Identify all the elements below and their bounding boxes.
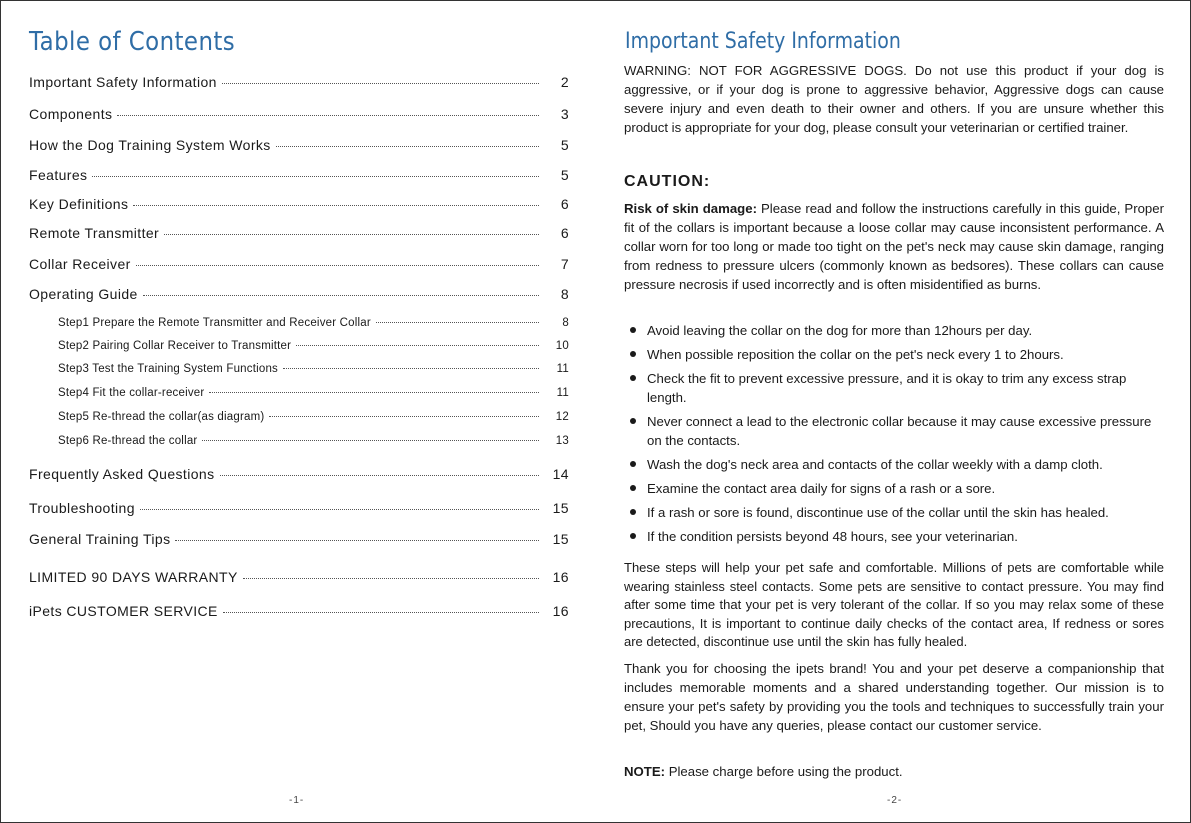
toc-entry-label: Important Safety Information xyxy=(29,74,217,90)
toc-entry[interactable] xyxy=(29,74,569,90)
page-number: -1- xyxy=(289,795,305,806)
toc-entry[interactable] xyxy=(29,466,569,482)
toc-leader-dots xyxy=(117,114,539,116)
steps-paragraph: These steps will help your pet safe and comfortable. Millions of pets are comfortable while wearing stainless steel contacts. Some pets are sensitive to contact pressure. You may find after some time that your pet is very tolerant of the collar. If so you may relax some of these precautions, It is important to continue daily checks of the contact area, If redness or sores are detected, discontinue use until the skin has fully healed. xyxy=(624,560,1164,650)
toc-leader-dots xyxy=(223,611,539,613)
toc-entry-page: 3 xyxy=(560,106,569,122)
precaution-item xyxy=(627,479,1167,498)
toc-entry[interactable] xyxy=(29,286,569,302)
toc-subentry[interactable] xyxy=(58,411,569,423)
toc-leader-dots xyxy=(133,204,539,206)
toc-leader-dots xyxy=(136,264,539,266)
thanks-paragraph: Thank you for choosing the ipets brand! You and your pet deserve a companionship that includes memorable moments and a shared understanding together. Our mission is to ensure your pet's safety by providing you the tools and techniques to successfully train your pet, Should you have any queries, please contact our customer service. xyxy=(624,661,1164,733)
toc-leader-dots xyxy=(276,145,539,147)
toc-entry-label: Remote Transmitter xyxy=(29,225,160,241)
toc-entry-label: Components xyxy=(29,106,113,122)
toc-entry-page: 7 xyxy=(560,256,569,272)
bullet-icon xyxy=(630,351,636,357)
toc-entry-page: 14 xyxy=(552,466,569,482)
toc-subentry-label: Step2 Pairing Collar Receiver to Transmitter xyxy=(58,340,292,352)
toc-entry-label: iPets CUSTOMER SERVICE xyxy=(29,603,218,619)
toc-entry[interactable] xyxy=(29,225,569,241)
toc-subentry-label: Step5 Re-thread the collar(as diagram) xyxy=(58,411,265,423)
toc-leader-dots xyxy=(143,294,539,296)
precaution-text: When possible reposition the collar on the pet's neck every 1 to 2hours. xyxy=(647,347,1064,362)
toc-entry-label: How the Dog Training System Works xyxy=(29,137,271,153)
precaution-item xyxy=(627,369,1167,407)
note-paragraph xyxy=(624,762,1164,781)
bullet-icon xyxy=(630,509,636,515)
bullet-icon xyxy=(630,327,636,333)
toc-entry-page: 5 xyxy=(560,137,569,153)
toc-leader-dots xyxy=(376,321,539,323)
risk-lead: Risk of skin damage: xyxy=(624,201,757,216)
toc-entry-label: Troubleshooting xyxy=(29,500,135,516)
bullet-icon xyxy=(630,418,636,424)
toc-leader-dots xyxy=(164,233,539,235)
toc-entry-page: 15 xyxy=(552,531,569,547)
toc-subentry[interactable] xyxy=(58,387,569,399)
toc-subentry-page: 11 xyxy=(556,387,569,399)
toc-entry[interactable] xyxy=(29,500,569,516)
toc-entry-label: Key Definitions xyxy=(29,196,129,212)
caution-heading: CAUTION: xyxy=(624,173,711,190)
toc-leader-dots xyxy=(269,415,539,417)
precaution-text: Check the fit to prevent excessive pressure, and it is okay to trim any excess strap length. xyxy=(647,371,1127,405)
precaution-text: If a rash or sore is found, discontinue use of the collar until the skin has healed. xyxy=(647,505,1109,520)
note-text: Please charge before using the product. xyxy=(665,764,903,779)
toc-subentry-page: 12 xyxy=(555,411,569,423)
bullet-icon xyxy=(630,533,636,539)
safety-title: Important Safety Information xyxy=(625,29,901,54)
toc-subentry-label: Step6 Re-thread the collar xyxy=(58,435,198,447)
toc-entry[interactable] xyxy=(29,167,569,183)
toc-subentry-label: Step1 Prepare the Remote Transmitter and Receiver Collar xyxy=(58,317,371,329)
toc-entry-label: Collar Receiver xyxy=(29,256,131,272)
toc-entry-page: 5 xyxy=(560,167,569,183)
toc-entry-page: 15 xyxy=(552,500,569,516)
toc-title: Table of Contents xyxy=(29,27,236,57)
toc-entry[interactable] xyxy=(29,603,569,619)
toc-leader-dots xyxy=(175,539,539,541)
toc-leader-dots xyxy=(140,508,539,510)
toc-page xyxy=(1,1,595,822)
bullet-icon xyxy=(630,461,636,467)
toc-entry-label: Frequently Asked Questions xyxy=(29,466,215,482)
toc-entry[interactable] xyxy=(29,256,569,272)
toc-entry[interactable] xyxy=(29,106,569,122)
precaution-item xyxy=(627,412,1167,450)
precaution-text: Examine the contact area daily for signs of a rash or a sore. xyxy=(647,481,996,496)
toc-subentry[interactable] xyxy=(58,435,569,447)
risk-paragraph xyxy=(624,199,1164,294)
toc-leader-dots xyxy=(92,175,539,177)
toc-entry-label: LIMITED 90 DAYS WARRANTY xyxy=(29,569,238,585)
toc-leader-dots xyxy=(243,577,539,579)
toc-leader-dots xyxy=(209,391,539,393)
toc-subentry-label: Step4 Fit the collar-receiver xyxy=(58,387,205,399)
toc-subentry[interactable] xyxy=(58,317,569,329)
toc-subentry[interactable] xyxy=(58,340,569,352)
toc-entry-page: 6 xyxy=(560,196,569,212)
toc-subentry[interactable] xyxy=(58,363,569,375)
precaution-text: Wash the dog's neck area and contacts of the collar weekly with a damp cloth. xyxy=(647,457,1103,472)
toc-entry-page: 8 xyxy=(560,286,569,302)
page-number: -2- xyxy=(887,795,903,806)
toc-entry-page: 6 xyxy=(560,225,569,241)
toc-entry-page: 16 xyxy=(552,603,569,619)
precaution-text: Avoid leaving the collar on the dog for more than 12hours per day. xyxy=(647,323,1033,338)
safety-page xyxy=(597,1,1189,822)
precaution-list xyxy=(627,321,1167,551)
toc-subentry-page: 10 xyxy=(555,340,569,352)
precaution-text: If the condition persists beyond 48 hours, see your veterinarian. xyxy=(647,529,1018,544)
toc-leader-dots xyxy=(220,474,540,476)
toc-entry-label: Operating Guide xyxy=(29,286,138,302)
toc-entry[interactable] xyxy=(29,569,569,585)
toc-subentry-label: Step3 Test the Training System Functions xyxy=(58,363,279,375)
precaution-item xyxy=(627,503,1167,522)
precaution-item xyxy=(627,345,1167,364)
toc-leader-dots xyxy=(283,367,539,369)
toc-entry[interactable] xyxy=(29,196,569,212)
toc-entry-label: Features xyxy=(29,167,88,183)
bullet-icon xyxy=(630,485,636,491)
toc-leader-dots xyxy=(222,82,539,84)
precaution-text: Never connect a lead to the electronic collar because it may cause excessive pressure on the contacts. xyxy=(647,414,1152,448)
toc-leader-dots xyxy=(296,344,539,346)
toc-subentry-page: 13 xyxy=(555,435,569,447)
toc-leader-dots xyxy=(202,439,539,441)
bullet-icon xyxy=(630,375,636,381)
note-lead: NOTE: xyxy=(624,764,666,779)
risk-text: Please read and follow the instructions carefully in this guide, Proper fit of the collars is important because a loose collar may cause inconsistent performance. A collar worn for too long or made too tight on the pet's neck may cause skin damage, ranging from redness to pressure ulcers (commonly known as bedsores). These collars can cause pressure necrosis if used incorrectly and is often misidentified as burns. xyxy=(624,201,1164,292)
toc-subentry-page: 11 xyxy=(556,363,569,375)
precaution-item xyxy=(627,527,1167,546)
toc-entry[interactable] xyxy=(29,137,569,153)
toc-entry-page: 2 xyxy=(560,74,569,90)
toc-entry-label: General Training Tips xyxy=(29,531,171,547)
precaution-item xyxy=(627,455,1167,474)
warning-paragraph: WARNING: NOT FOR AGGRESSIVE DOGS. Do not use this product if your dog is aggressive, or if your dog is prone to aggressive behavior, Aggressive dogs can cause severe injury and even death to their owner and others. If you are unsure whether this product is appropriate for your dog, please consult your veterinarian or certified trainer. xyxy=(624,63,1164,135)
toc-subentry-page: 8 xyxy=(562,317,569,329)
toc-entry-page: 16 xyxy=(552,569,569,585)
precaution-item xyxy=(627,321,1167,340)
toc-entry[interactable] xyxy=(29,531,569,547)
